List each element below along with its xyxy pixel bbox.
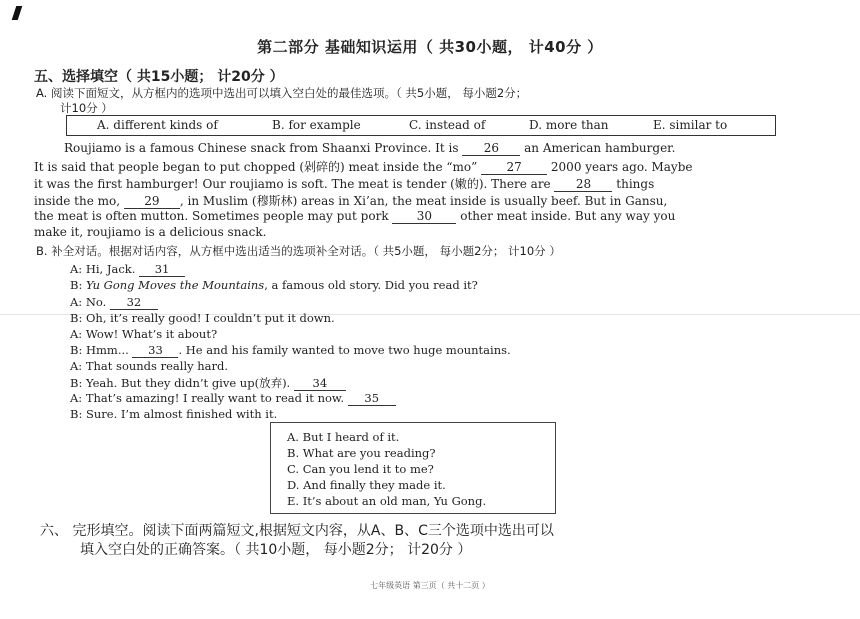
dialogue-line: B: Yeah. But they didn’t give up(放弃). 34 bbox=[70, 375, 346, 391]
blank-33: 33 bbox=[132, 343, 178, 358]
partA-option-box bbox=[66, 115, 776, 136]
section5-title: 五、选择填空（ 共15小题； 计20分 ） bbox=[34, 69, 284, 85]
dialogue-line: A: Wow! What’s it about? bbox=[70, 327, 218, 341]
option-b: B. for example bbox=[272, 118, 361, 132]
passage-line: inside the mo, 29 , in Muslim (穆斯林) areas in Xi’an, the meat inside is usually beef. But in Gansu, bbox=[34, 194, 668, 208]
passage-line: Roujiamo is a famous Chinese snack from Shaanxi Province. It is 26 an American hamburger. bbox=[64, 141, 676, 155]
dialogue-line: B: Oh, it’s really good! I couldn’t put it down. bbox=[70, 311, 335, 325]
dialogue-line: B: Sure. I’m almost finished with it. bbox=[70, 407, 278, 421]
dialogue-line: A: That sounds really hard. bbox=[70, 359, 229, 373]
option-c: C. instead of bbox=[409, 118, 486, 132]
partA-instruction-line1: A. 阅读下面短文，从方框内的选项中选出可以填入空白处的最佳选项。（ 共5小题， 每小题2分； bbox=[36, 86, 528, 100]
partA-instruction-line2: 计10分 ） bbox=[60, 101, 113, 115]
blank-35: 35 bbox=[348, 391, 396, 406]
part-title: 第二部分 基础知识运用（ 共30小题， 计40分 ） bbox=[257, 38, 603, 56]
dialogue-line: B: Hmm... 33 . He and his family wanted to move two huge mountains. bbox=[70, 343, 511, 357]
dialogue-line: B: Yu Gong Moves the Mountains, a famous old story. Did you read it? bbox=[70, 278, 478, 292]
passage-line: make it, roujiamo is a delicious snack. bbox=[34, 225, 267, 239]
section6-line1: 六、 完形填空。阅读下面两篇短文,根据短文内容，从A、B、C三个选项中选出可以 bbox=[40, 523, 554, 539]
page-footer: 七年级英语 第三页（ 共十二页 ） bbox=[370, 581, 490, 590]
partB-instruction: B. 补全对话。根据对话内容，从方框中选出适当的选项补全对话。（ 共5小题， 每小题2分； 计10分 ） bbox=[36, 244, 561, 258]
corner-mark bbox=[12, 6, 23, 20]
dialogue-option-e: E. It’s about an old man, Yu Gong. bbox=[287, 494, 487, 508]
section6-line2: 填入空白处的正确答案。（ 共10小题， 每小题2分； 计20分 ） bbox=[80, 542, 472, 558]
dialogue-line: A: No. 32 bbox=[70, 295, 158, 310]
dialogue-option-a: A. But I heard of it. bbox=[287, 430, 400, 444]
dialogue-option-b: B. What are you reading? bbox=[287, 446, 436, 460]
blank-30: 30 bbox=[392, 209, 456, 224]
passage-line: It is said that people began to put chopped (剁碎的) meat inside the “mo” 27 2000 years ago. Maybe bbox=[34, 160, 693, 174]
blank-32: 32 bbox=[110, 295, 158, 310]
blank-27: 27 bbox=[481, 160, 547, 175]
dialogue-line: A: Hi, Jack. 31 bbox=[70, 262, 185, 277]
book-title: Yu Gong Moves the Mountains bbox=[85, 278, 265, 292]
passage-line: it was the first hamburger! Our roujiamo is soft. The meat is tender (嫩的). There are 28 things bbox=[34, 177, 655, 191]
blank-26: 26 bbox=[462, 141, 520, 156]
dialogue-line: A: That’s amazing! I really want to read it now. 35 bbox=[70, 391, 396, 406]
partB-option-box bbox=[270, 422, 556, 514]
blank-34: 34 bbox=[294, 376, 346, 391]
blank-28: 28 bbox=[554, 177, 612, 192]
dialogue-option-d: D. And finally they made it. bbox=[287, 478, 446, 492]
passage-line: the meat is often mutton. Sometimes people may put pork 30 other meat inside. But any way you bbox=[34, 209, 676, 223]
option-a: A. different kinds of bbox=[97, 118, 218, 132]
dialogue-option-c: C. Can you lend it to me? bbox=[287, 462, 434, 476]
blank-31: 31 bbox=[139, 262, 185, 277]
option-d: D. more than bbox=[529, 118, 609, 132]
blank-29: 29 bbox=[124, 194, 180, 209]
option-e: E. similar to bbox=[653, 118, 728, 132]
